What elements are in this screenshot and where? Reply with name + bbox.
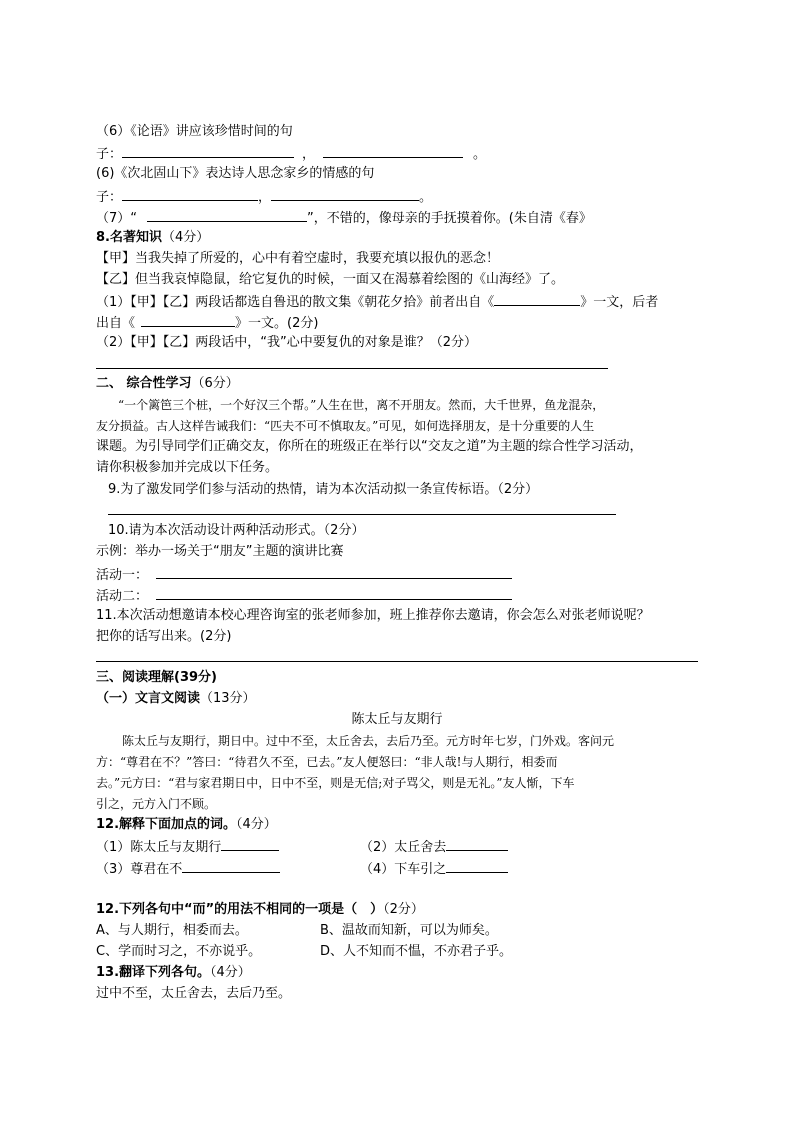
q12-blank-4[interactable]	[446, 858, 508, 873]
q9: 9.为了激发同学们参与活动的热情，请为本次活动拟一条宣传标语。（2分）	[108, 482, 539, 497]
q8-blank-1[interactable]	[494, 291, 580, 306]
q12-item-4: （4）下车引之	[360, 858, 508, 878]
section2-para-3: 课题。为引导同学们正确交友，你所在的班级正在举行以“交友之道”为主题的综合性学习活动，	[96, 439, 643, 454]
q8-jia: 【甲】当我失掉了所爱的，心中有着空虚时，我要充填以报仇的恶念！	[96, 251, 500, 266]
q12b-option-a[interactable]: A、与人期行，相委而去。	[96, 923, 248, 938]
q11-line2: 把你的话写出来。(2分)	[96, 629, 232, 644]
q10-activity-1: 活动一：	[96, 564, 512, 584]
passage-title: 陈太丘与友期行	[351, 712, 443, 727]
q12-blank-2[interactable]	[446, 836, 508, 851]
q13-heading: 13.翻译下列各句。（4分）	[96, 965, 251, 980]
section3-sub-heading: （一）文言文阅读（13分）	[96, 691, 256, 706]
q8-blank-2[interactable]	[141, 312, 235, 327]
section2-para-1: “一个篱笆三个桩，一个好汉三个帮。”人生在世，离不开朋友。然而，大千世界，鱼龙混杂，	[118, 398, 605, 412]
q11-answer-line[interactable]	[96, 661, 698, 662]
q12-item-2: （2）太丘舍去	[360, 836, 508, 856]
section2-para-2: 友分损益。古人这样告诫我们：“匹夫不可不慎取友。”可见，如何选择朋友，是十分重要的人生	[96, 419, 595, 433]
passage-line-3: 去。”元方曰：“君与家君期日中，日中不至，则是无信;对子骂父，则是无礼。”友人惭，下车	[96, 776, 575, 790]
q12b-option-c[interactable]: C、学而时习之，不亦说乎。	[96, 944, 262, 959]
passage-line-4: 引之，元方入门不顾。	[96, 797, 217, 811]
q8-sub1-line1: （1）【甲】【乙】两段话都选自鲁迅的散文集《朝花夕拾》前者出自《 》一文，后者	[96, 291, 658, 311]
q6a-line1: （6）《论语》讲应该珍惜时间的句	[96, 124, 293, 139]
passage-line-2: 方：“尊君在不？”答曰：“待君久不至，已去。”友人便怒曰：“非人哉!与人期行，相委而	[96, 755, 558, 769]
passage-line-1: 陈太丘与友期行，期日中。过中不至，太丘舍去，去后乃至。元方时年七岁，门外戏。客问元	[122, 734, 615, 748]
q6a-blank-2[interactable]	[323, 143, 463, 158]
activity-1-blank[interactable]	[156, 564, 512, 579]
q7-blank[interactable]	[147, 207, 307, 222]
q12-blank-3[interactable]	[182, 858, 280, 873]
q7-line: （7）“ ”，不错的，像母亲的手抚摸着你。(朱自清《春》	[96, 207, 592, 227]
q8-sub2: （2）【甲】【乙】两段话中，“我”心中要复仇的对象是谁？（2分）	[96, 335, 478, 350]
q9-answer-line[interactable]	[108, 514, 616, 515]
section2-para-4: 请你积极参加并完成以下任务。	[96, 460, 279, 475]
q10: 10.请为本次活动设计两种活动形式。（2分）	[108, 523, 365, 538]
q8-answer-line[interactable]	[96, 368, 608, 369]
q10-example: 示例：举办一场关于“朋友”主题的演讲比赛	[96, 544, 344, 559]
q12b-option-b[interactable]: B、温故而知新，可以为师矣。	[320, 923, 498, 938]
section3-heading: 三、阅读理解(39分)	[96, 670, 217, 685]
q12-item-3: （3）尊君在不	[96, 858, 280, 878]
q12-item-1: （1）陈太丘与友期行	[96, 836, 279, 856]
q11-line1: 11.本次活动想邀请本校心理咨询室的张老师参加，班上推荐你去邀请，你会怎么对张老师说呢？	[96, 608, 650, 623]
q8-yi: 【乙】但当我哀悼隐鼠，给它复仇的时候，一面又在渴慕着绘图的《山海经》了。	[96, 272, 565, 287]
q8-heading: 8.名著知识（4分）	[96, 230, 210, 245]
q6b-line1: (6)《次北固山下》表达诗人思念家乡的情感的句	[96, 166, 375, 181]
q12b-heading: 12.下列各句中“而”的用法不相同的一项是（ ）（2分）	[96, 902, 424, 917]
q6b-line2: 子： ， 。	[96, 186, 432, 206]
q12b-option-d[interactable]: D、人不知而不愠，不亦君子乎。	[320, 944, 513, 959]
q6a-line2: 子： ， 。	[96, 143, 486, 163]
q6b-blank-2[interactable]	[271, 186, 419, 201]
q6b-blank-1[interactable]	[122, 186, 258, 201]
q6a-blank-1[interactable]	[122, 143, 294, 158]
section2-heading: 二、 综合性学习（6分）	[96, 376, 239, 391]
q12-heading: 12.解释下面加点的词。（4分）	[96, 817, 277, 832]
q10-activity-2: 活动二：	[96, 585, 512, 605]
q8-sub1-line2: 出自《 》一文。(2分)	[96, 312, 318, 332]
q13-sentence: 过中不至，太丘舍去，去后乃至。	[96, 986, 292, 1001]
q12-blank-1[interactable]	[221, 836, 279, 851]
activity-2-blank[interactable]	[156, 585, 512, 600]
